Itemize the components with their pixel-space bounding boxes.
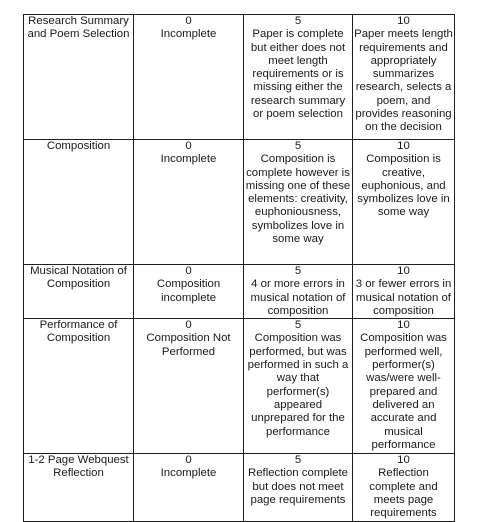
score-value: 0 [185,15,192,27]
score-value: 10 [397,140,410,152]
criterion-cell [24,140,134,265]
criterion-label: Research Summary and Poem Selection [27,15,130,41]
score-cell [244,15,353,140]
criterion-label: Performance of Composition [39,319,118,345]
score-value: 10 [397,265,410,277]
score-description: Paper is complete but either does not meet length requirements or is missing either the research summary or poem selection [250,28,346,121]
score-cell [134,319,244,454]
criterion-label: Musical Notation of Composition [30,265,127,291]
score-description: Reflection complete and meets page requirements [369,467,438,520]
score-value: 5 [294,454,302,467]
score-cell [353,140,455,265]
score-description: Reflection complete but does not meet page requirements [247,467,349,507]
score-cell [353,265,455,319]
score-value: 10 [397,319,410,332]
score-description: Composition was performed, but was performed in such a way that performer(s) appeared unprepared for the performance [247,332,349,438]
score-cell [244,319,353,454]
criterion-cell [24,454,134,521]
score-description: Composition is creative, euphonious, and symbolizes love in some way [357,153,450,219]
score-description: Incomplete [160,467,217,480]
score-cell [134,265,244,319]
score-value: 10 [397,15,410,27]
table-row [24,454,455,521]
score-cell [353,454,455,521]
score-cell [134,454,244,521]
criterion-label: 1-2 Page Webquest Reflection [28,454,129,480]
score-cell [134,15,244,140]
score-cell [353,319,455,454]
score-value: 5 [294,265,302,277]
score-cell [244,140,353,265]
score-cell [353,15,455,140]
score-value: 0 [185,454,192,467]
table-row [24,15,455,140]
criterion-cell [24,319,134,454]
score-value: 0 [185,319,192,332]
score-value: 5 [294,319,302,332]
score-description: Composition was performed well, performer(s) was/were well-prepared and delivered an accurate and musical performance [360,332,447,451]
score-description: Composition Not Performed [146,332,231,358]
score-cell [244,265,353,319]
score-description: 3 or fewer errors in musical notation of composition [355,278,452,317]
score-description: Incomplete [160,153,217,166]
criterion-label: Composition [46,140,111,152]
table-row [24,140,455,265]
score-value: 5 [294,15,302,27]
criterion-cell [24,15,134,140]
score-description: Paper meets length requirements and appropriately summarizes research, selects a poem, and provides reasoning on the decision [354,28,453,134]
score-cell [134,140,244,265]
score-description: Incomplete [160,28,217,41]
score-value: 0 [185,140,192,152]
score-value: 0 [185,265,192,277]
table-row [24,319,455,454]
score-value: 10 [397,454,410,467]
score-description: Composition is complete however is missing one of these elements: creativity, euphoniousness, symbolizes love in some way [245,153,351,246]
score-description: Composition incomplete [156,278,221,304]
criterion-cell [24,265,134,319]
score-value: 5 [294,140,302,152]
score-cell [244,454,353,521]
rubric-table [23,14,455,522]
score-description: 4 or more errors in musical notation of composition [250,278,346,317]
table-row [24,265,455,319]
